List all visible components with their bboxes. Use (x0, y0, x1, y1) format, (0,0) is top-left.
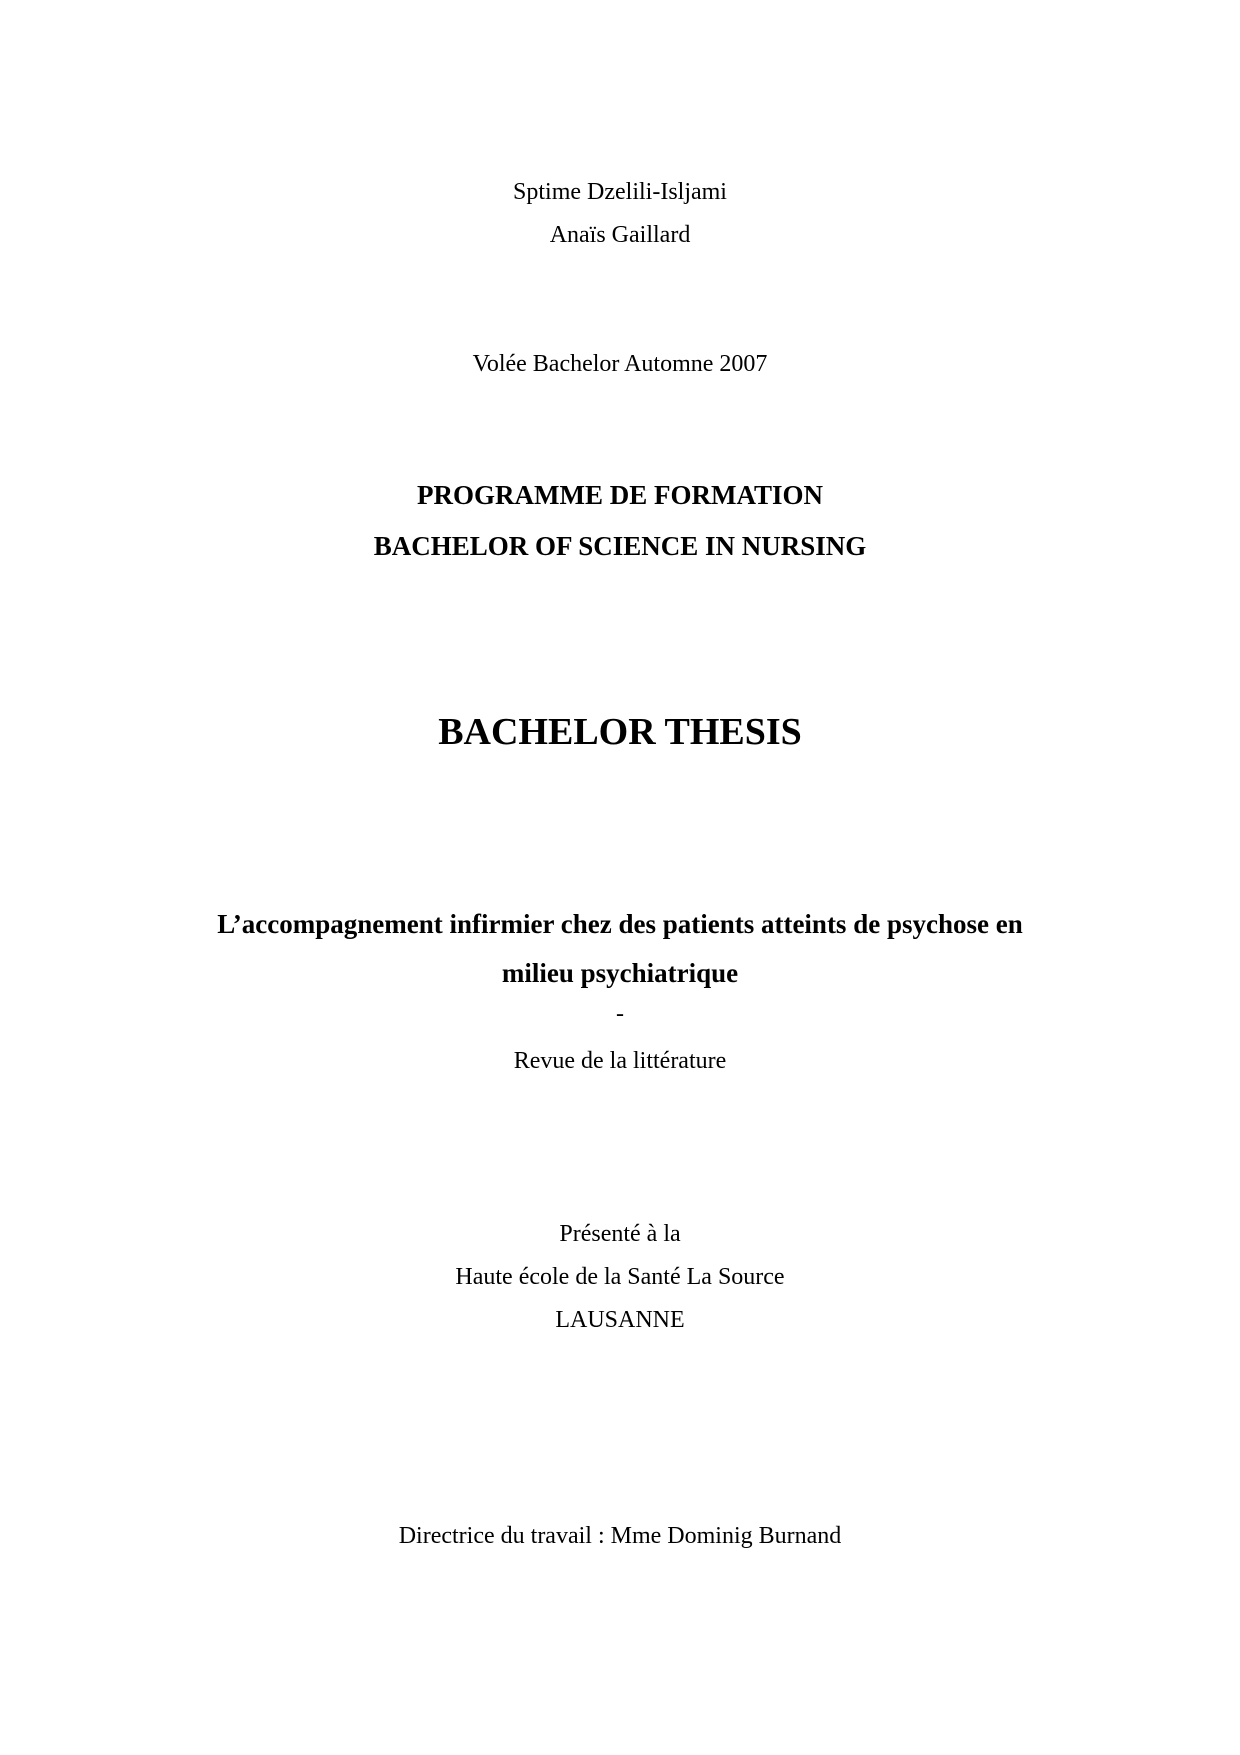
program-subtitle: BACHELOR OF SCIENCE IN NURSING (373, 531, 867, 561)
thesis-title-line-1: L’accompagnement infirmier chez des patients atteints de psychose en (217, 909, 1023, 939)
program-title: PROGRAMME DE FORMATION (417, 480, 823, 510)
author-name: Sptime Dzelili-Isljami (513, 179, 727, 205)
author-name: Anaïs Gaillard (549, 222, 691, 248)
institution-name: Haute école de la Santé La Source (455, 1264, 785, 1290)
cohort-text: Volée Bachelor Automne 2007 (472, 351, 768, 377)
thesis-director: Directrice du travail : Mme Dominig Burnand (398, 1523, 842, 1549)
thesis-subtitle: Revue de la littérature (513, 1048, 727, 1074)
thesis-title-line-2: milieu psychiatrique (501, 958, 739, 988)
presented-to-text: Présenté à la (559, 1221, 681, 1247)
title-separator: - (616, 1001, 624, 1027)
document-type-heading: BACHELOR THESIS (438, 711, 802, 753)
institution-city: LAUSANNE (555, 1307, 685, 1333)
